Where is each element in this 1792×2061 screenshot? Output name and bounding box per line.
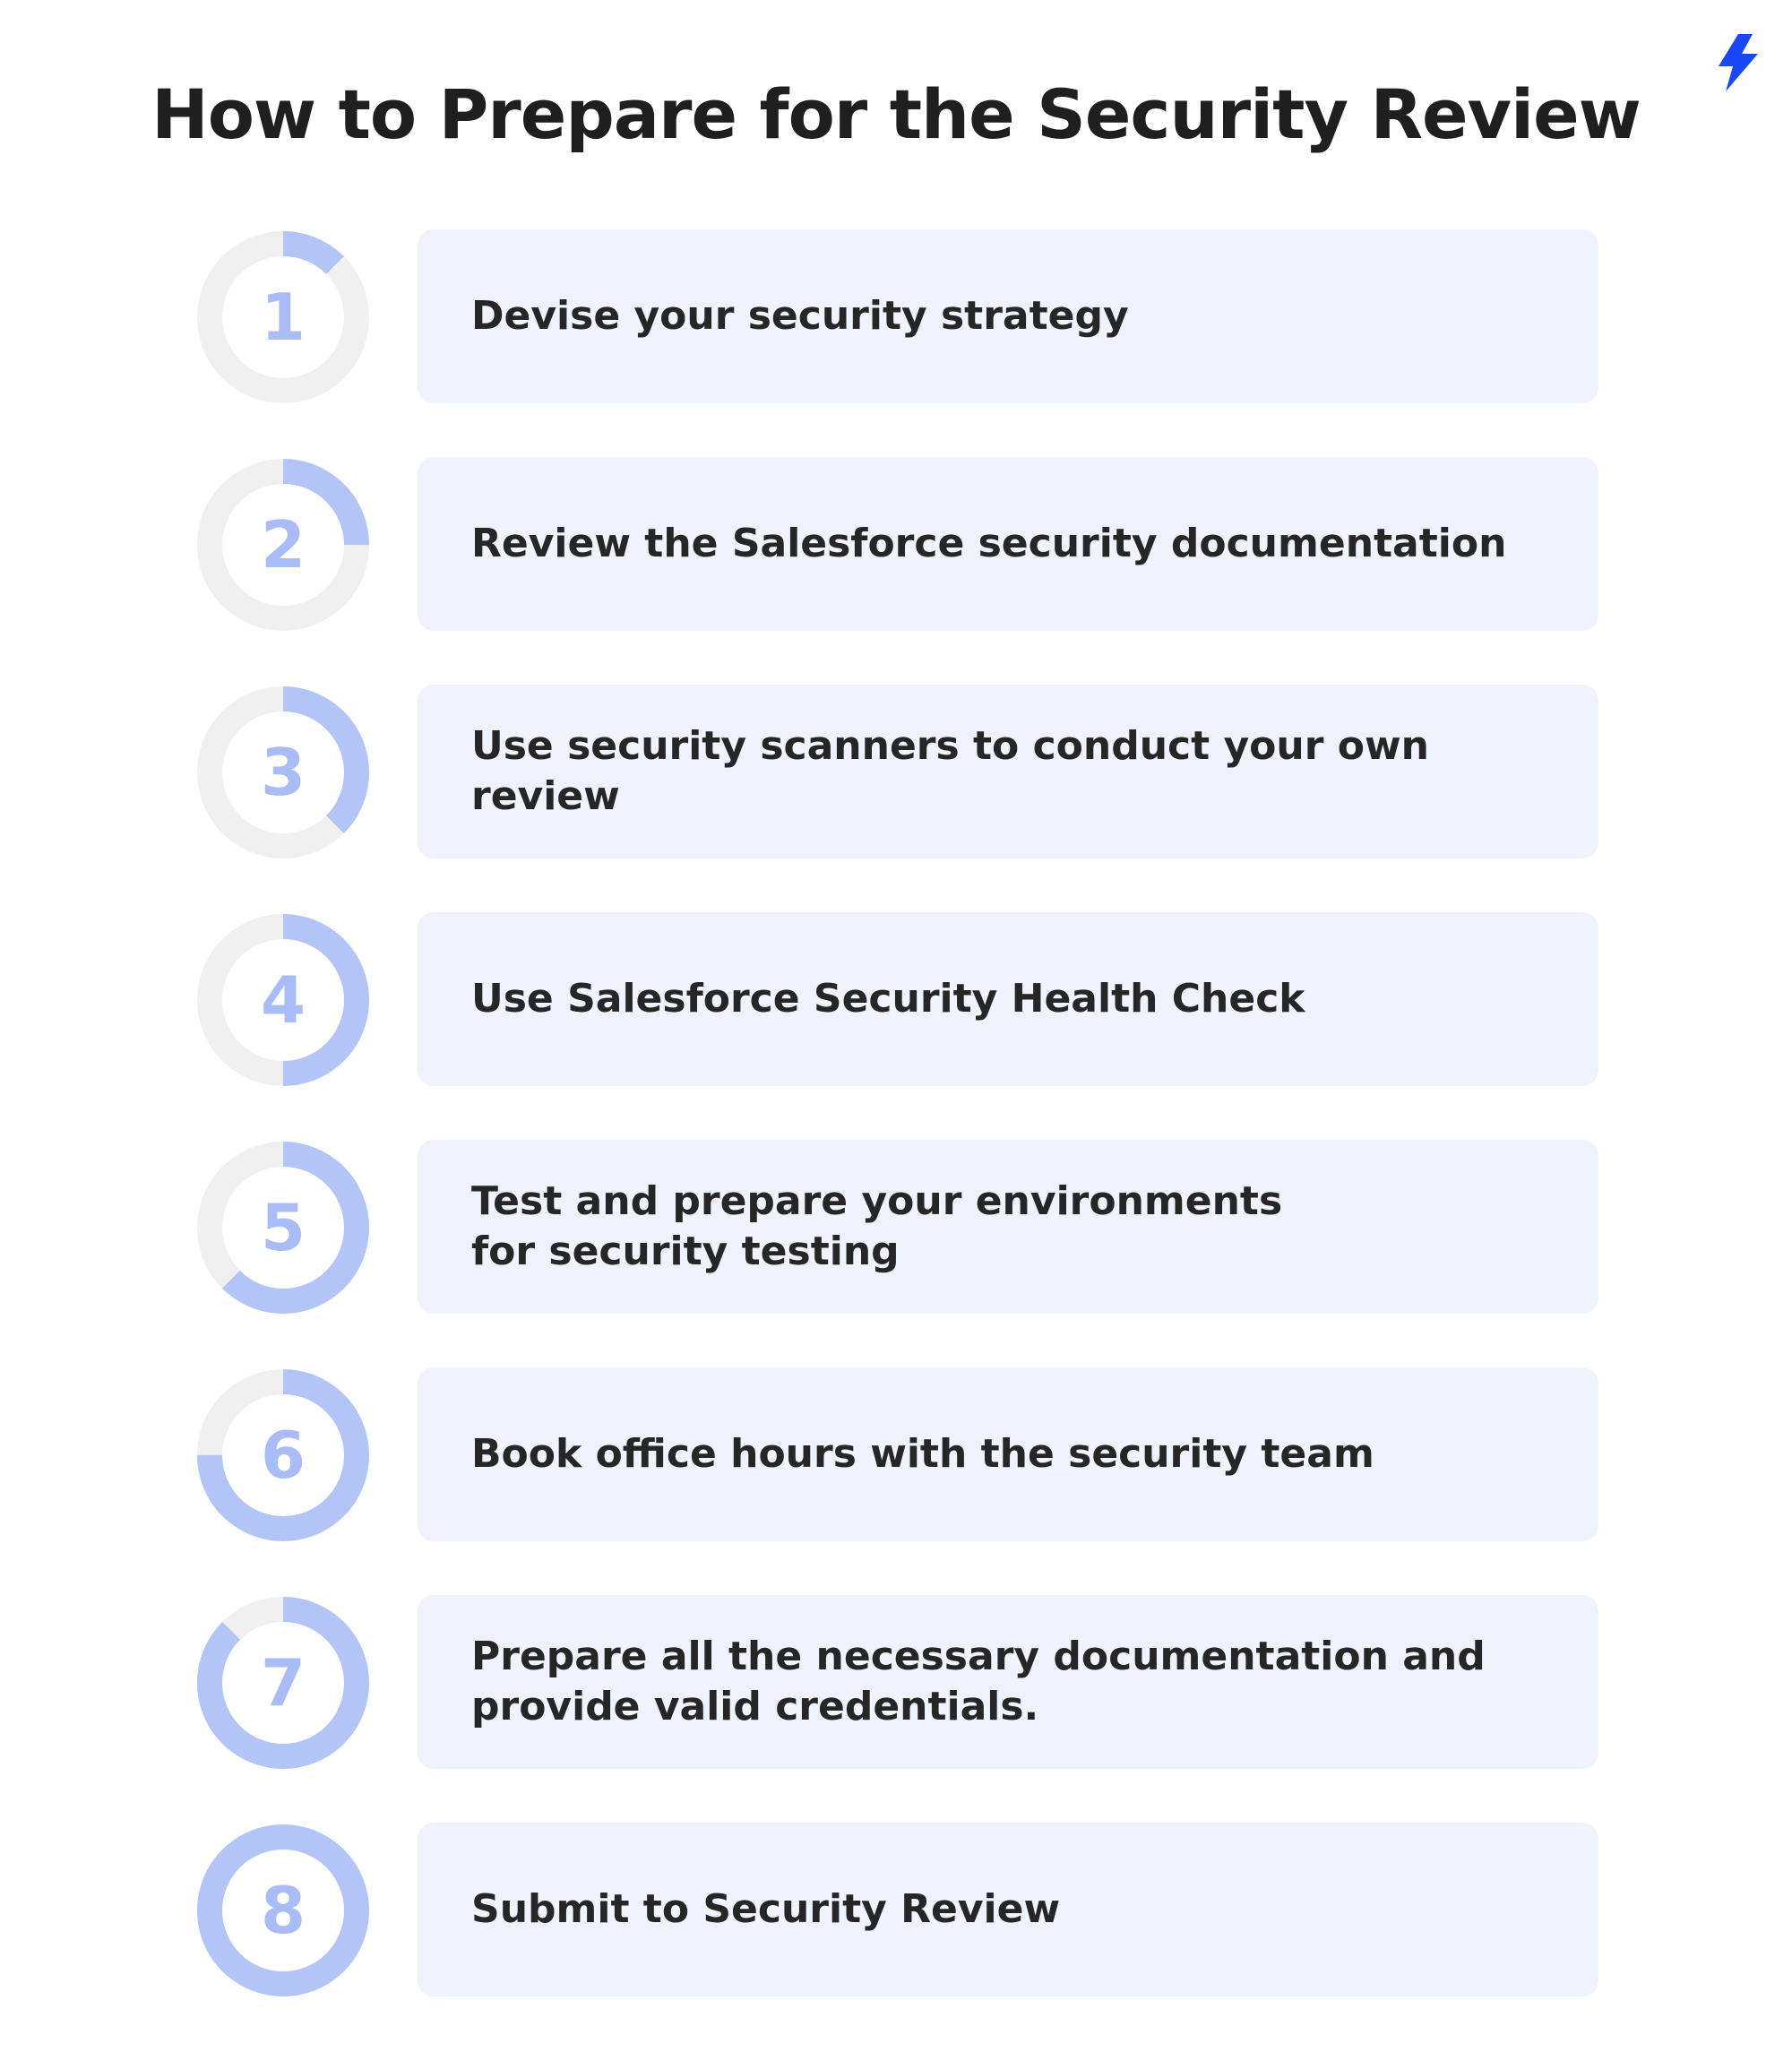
- progress-ring: [195, 457, 371, 633]
- step-number: 8: [260, 1873, 306, 1948]
- step-text: Devise your security strategy: [471, 293, 1129, 339]
- step-text: Use Salesforce Security Health Check: [471, 976, 1305, 1022]
- step-row: [0, 457, 1792, 633]
- step-number: 3: [260, 735, 306, 810]
- step-text: Test and prepare your environments for security testing: [471, 1178, 1283, 1274]
- step-card: [418, 685, 1598, 858]
- step-row: [0, 1367, 1792, 1543]
- progress-ring: [195, 1595, 371, 1771]
- step-number: 1: [260, 280, 306, 355]
- step-number: 2: [260, 507, 306, 582]
- step-text: Prepare all the necessary documentation and provide valid credentials.: [471, 1634, 1486, 1729]
- step-card: [418, 1823, 1598, 1996]
- step-card: [418, 1367, 1598, 1541]
- step-card: [418, 1140, 1598, 1314]
- step-row: [0, 685, 1792, 860]
- progress-ring: [195, 912, 371, 1088]
- progress-ring: [195, 1823, 371, 1998]
- progress-ring: [195, 1367, 371, 1543]
- step-number: 4: [260, 962, 306, 1038]
- step-number: 6: [260, 1418, 306, 1493]
- step-text: Submit to Security Review: [471, 1886, 1061, 1932]
- progress-ring: [195, 685, 371, 860]
- step-card: [418, 457, 1598, 631]
- progress-ring: [195, 229, 371, 405]
- step-row: [0, 1140, 1792, 1315]
- step-row: [0, 1823, 1792, 1998]
- step-text: Book office hours with the security team: [471, 1431, 1374, 1477]
- step-number: 5: [260, 1190, 306, 1265]
- step-card: [418, 912, 1598, 1086]
- step-text: Review the Salesforce security documentation: [471, 521, 1507, 566]
- step-card: [418, 1595, 1598, 1769]
- progress-ring: [195, 1140, 371, 1315]
- step-row: [0, 229, 1792, 405]
- page-title: How to Prepare for the Security Review: [151, 74, 1641, 154]
- step-number: 7: [260, 1645, 306, 1720]
- step-row: [0, 1595, 1792, 1771]
- step-row: [0, 912, 1792, 1088]
- step-text: Use security scanners to conduct your own review: [471, 723, 1429, 819]
- step-card: [418, 229, 1598, 403]
